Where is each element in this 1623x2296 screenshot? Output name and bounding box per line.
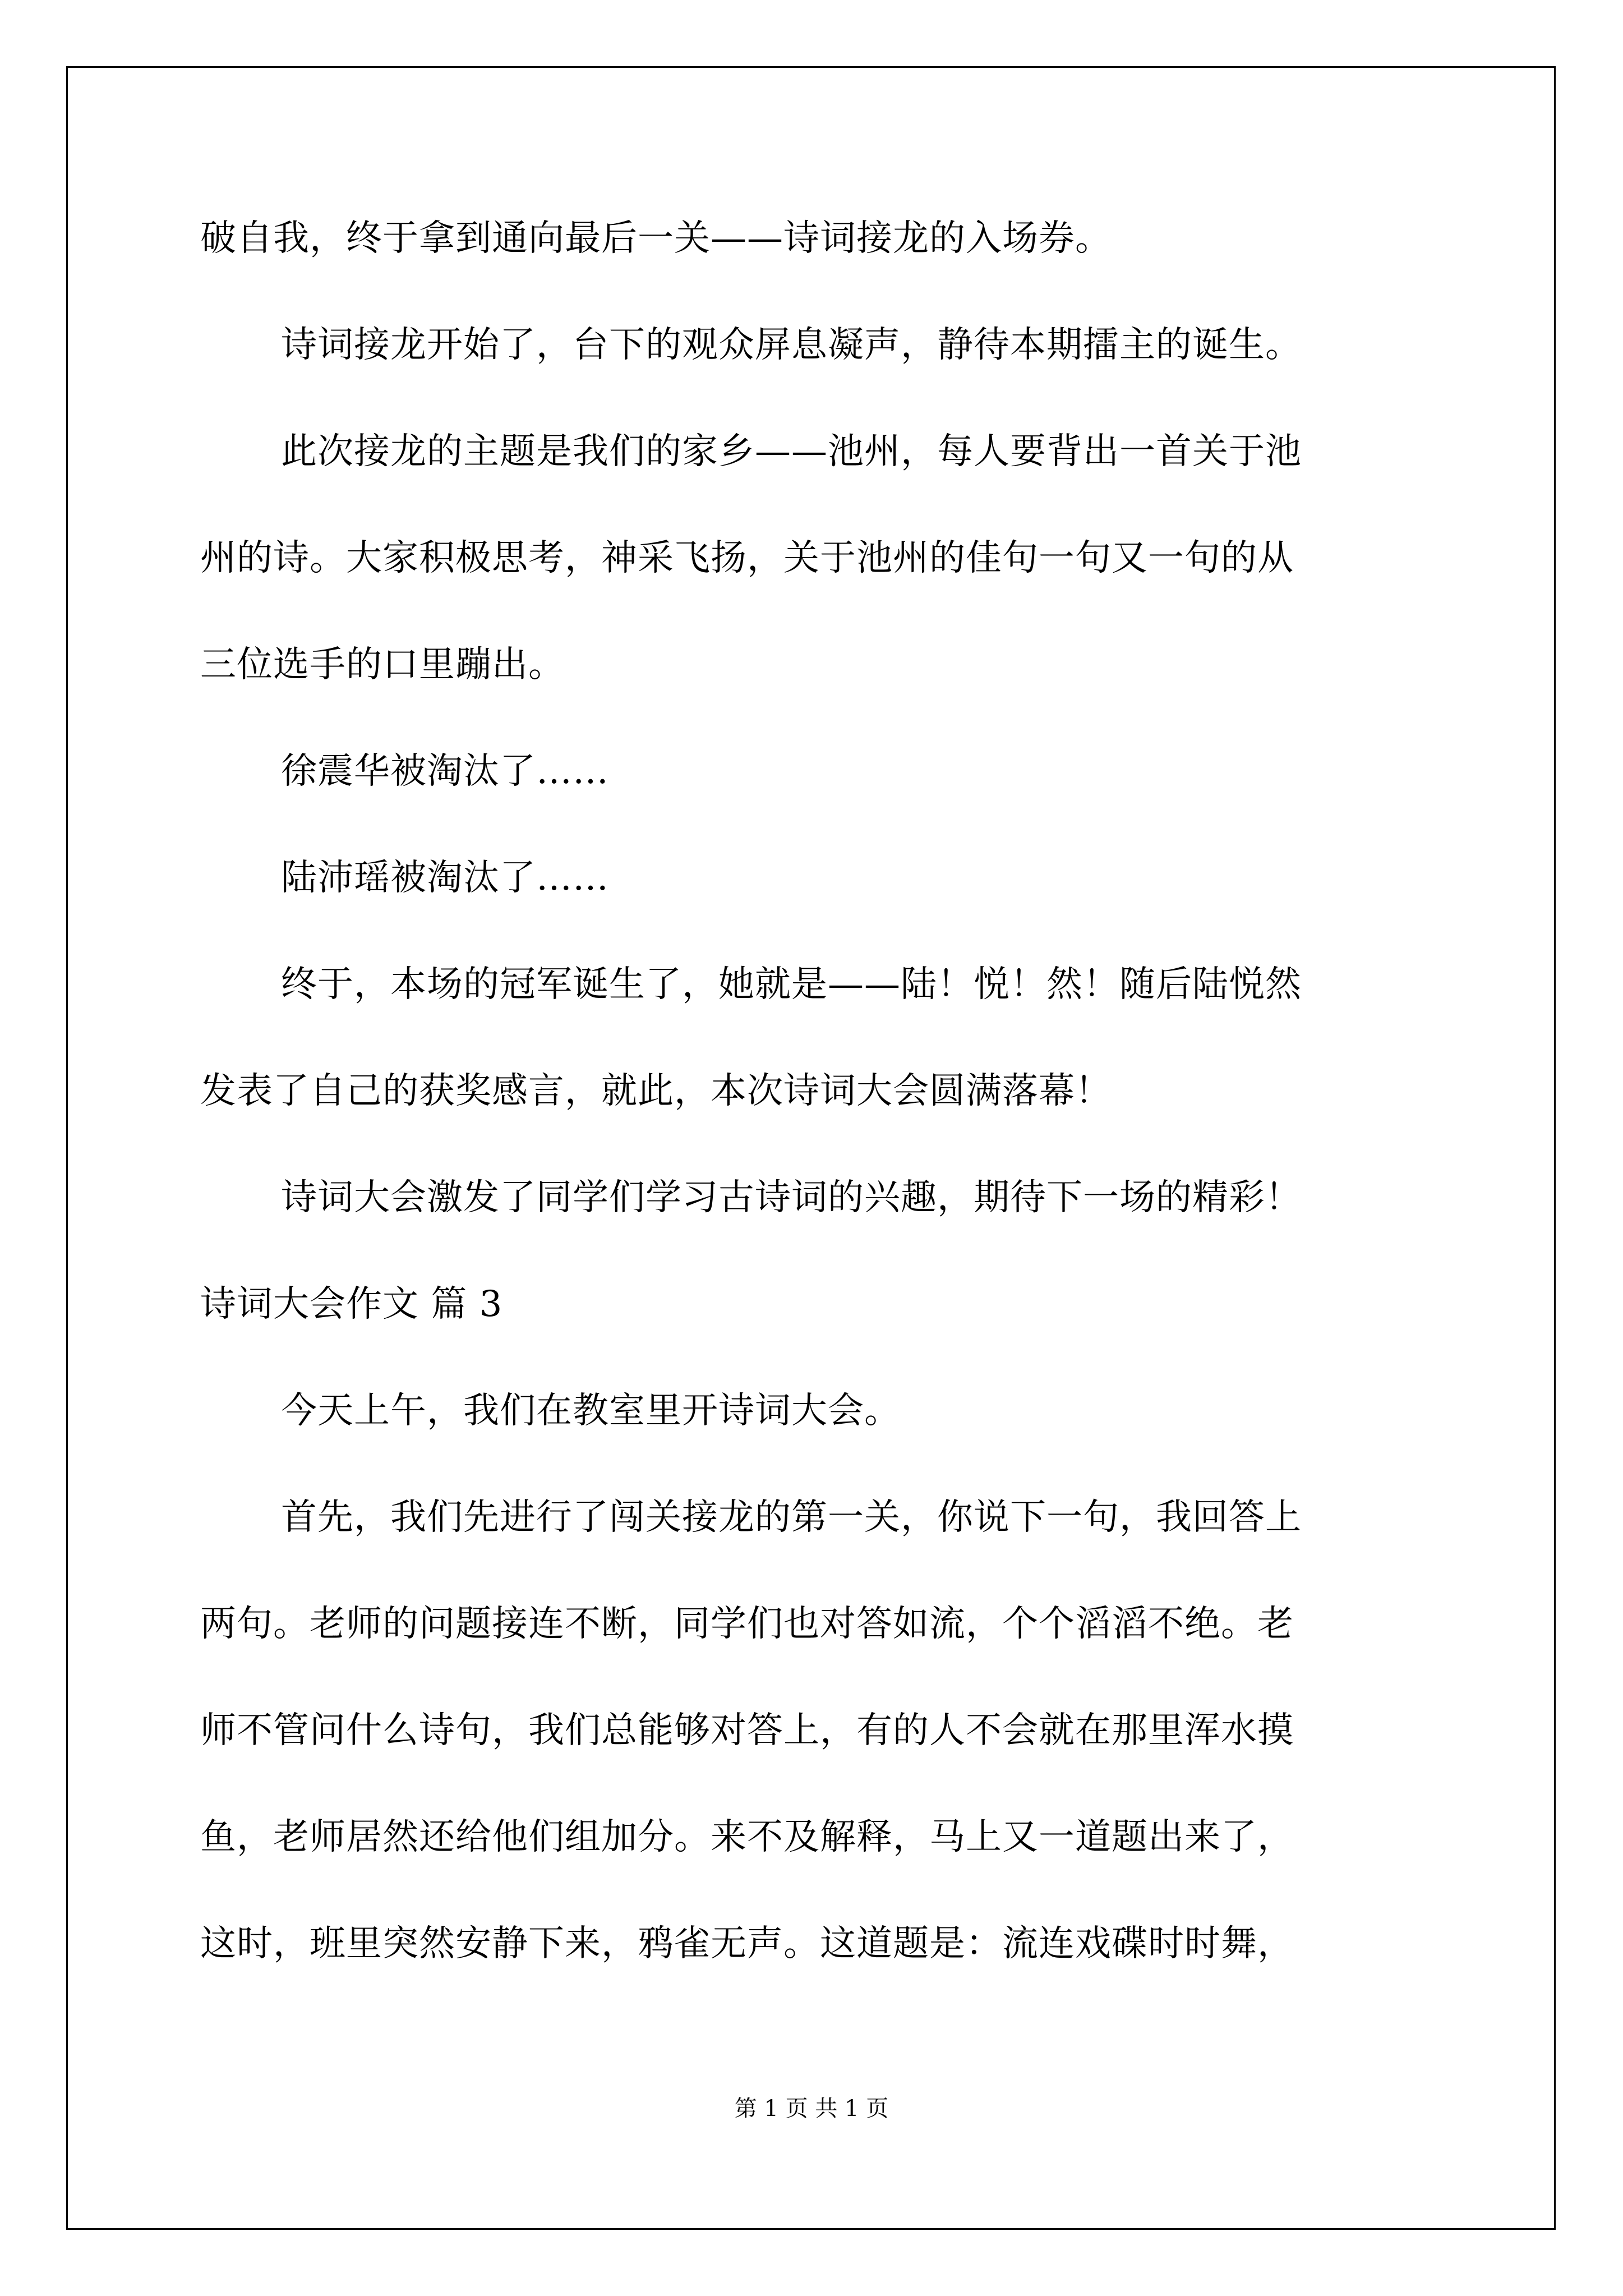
- text-line: 三位选手的口里蹦出。: [200, 644, 565, 685]
- paragraph-line: 首先，我们先进行了闯关接龙的第一关，你说下一句，我回答上: [281, 1497, 1302, 1538]
- paragraph-line: 诗词接龙开始了，台下的观众屏息凝声，静待本期擂主的诞生。: [281, 324, 1302, 366]
- paragraph-line: 今天上午，我们在教室里开诗词大会。: [281, 1390, 901, 1432]
- text-line: 这时，班里突然安静下来，鸦雀无声。这道题是：流连戏碟时时舞，: [200, 1923, 1294, 1964]
- text-line: 州的诗。大家积极思考，神采飞扬，关于池州的佳句一句又一句的从: [200, 537, 1294, 579]
- section-heading: 诗词大会作文 篇 3: [200, 1283, 503, 1325]
- paragraph-line: 终于，本场的冠军诞生了，她就是——陆！悦！然！随后陆悦然: [281, 964, 1302, 1005]
- text-line: 师不管问什么诗句，我们总能够对答上，有的人不会就在那里浑水摸: [200, 1710, 1294, 1751]
- text-line: 发表了自己的获奖感言，就此，本次诗词大会圆满落幕！: [200, 1070, 1112, 1112]
- paragraph-line: 诗词大会激发了同学们学习古诗词的兴趣，期待下一场的精彩！: [281, 1177, 1302, 1218]
- page-footer: 第 1 页 共 1 页: [734, 2096, 889, 2122]
- text-line: 破自我，终于拿到通向最后一关——诗词接龙的入场券。: [200, 218, 1112, 259]
- paragraph-line: 陆沛瑶被淘汰了……: [281, 857, 609, 899]
- page-border: [66, 66, 1556, 2230]
- text-line: 两句。老师的问题接连不断，同学们也对答如流，个个滔滔不绝。老: [200, 1603, 1294, 1645]
- paragraph-line: 此次接龙的主题是我们的家乡——池州，每人要背出一首关于池: [281, 431, 1302, 472]
- paragraph-line: 徐震华被淘汰了……: [281, 751, 609, 792]
- text-line: 鱼，老师居然还给他们组加分。来不及解释，马上又一道题出来了，: [200, 1816, 1294, 1858]
